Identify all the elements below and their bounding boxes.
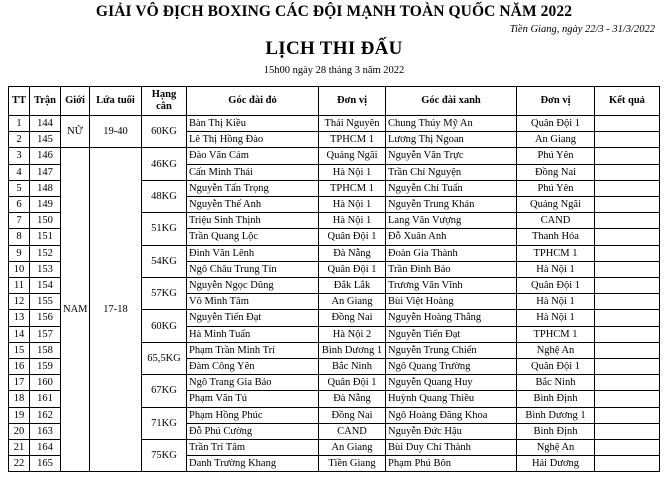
match-number: 147	[30, 164, 61, 180]
result-cell	[595, 310, 660, 326]
tournament-title: GIẢI VÔ ĐỊCH BOXING CÁC ĐỘI MẠNH TOÀN QUỐC NĂM 2022	[95, 3, 573, 20]
schedule-title: LỊCH THI ĐẤU	[265, 38, 403, 59]
red-corner-boxer: Nguyễn Ngọc Dũng	[187, 278, 319, 294]
red-corner-unit: Quảng Ngãi	[319, 148, 386, 164]
match-number: 160	[30, 375, 61, 391]
weight-class-cell: 54KG	[142, 245, 187, 277]
row-tt: 19	[9, 407, 30, 423]
blue-corner-boxer: Huỳnh Quang Thiều	[386, 391, 517, 407]
red-corner-unit: Quân Đội 1	[319, 261, 386, 277]
result-cell	[595, 423, 660, 439]
result-cell	[595, 359, 660, 375]
col-header-result: Kết quả	[595, 87, 660, 116]
blue-corner-unit: Bình Định	[517, 391, 595, 407]
row-tt: 9	[9, 245, 30, 261]
red-corner-boxer: Nguyễn Thế Anh	[187, 197, 319, 213]
blue-corner-boxer: Trần Đình Bảo	[386, 261, 517, 277]
col-header-tt: TT	[9, 87, 30, 116]
red-corner-boxer: Đỗ Phú Cường	[187, 423, 319, 439]
result-cell	[595, 213, 660, 229]
match-number: 148	[30, 180, 61, 196]
weight-class-cell: 60KG	[142, 310, 187, 342]
col-header-red-unit: Đơn vị	[319, 87, 386, 116]
session-datetime: 15h00 ngày 28 tháng 3 năm 2022	[263, 65, 405, 76]
match-number: 163	[30, 423, 61, 439]
result-cell	[595, 116, 660, 132]
blue-corner-unit: An Giang	[517, 132, 595, 148]
weight-class-cell: 71KG	[142, 407, 187, 439]
row-tt: 6	[9, 197, 30, 213]
red-corner-boxer: Nguyễn Tấn Trọng	[187, 180, 319, 196]
row-tt: 11	[9, 278, 30, 294]
blue-corner-unit: Nghệ An	[517, 342, 595, 358]
red-corner-unit: Đà Nẵng	[319, 245, 386, 261]
age-group-cell: 17-18	[90, 148, 142, 472]
table-header-row	[9, 87, 660, 116]
red-corner-unit: CAND	[319, 423, 386, 439]
blue-corner-boxer: Nguyễn Văn Trực	[386, 148, 517, 164]
match-number: 162	[30, 407, 61, 423]
result-cell	[595, 342, 660, 358]
blue-corner-boxer: Bùi Duy Chí Thành	[386, 440, 517, 456]
blue-corner-boxer: Nguyễn Quang Huy	[386, 375, 517, 391]
red-corner-unit: Đồng Nai	[319, 407, 386, 423]
blue-corner-unit: Phú Yên	[517, 180, 595, 196]
col-header-red-corner: Góc đài đỏ	[187, 87, 319, 116]
col-header-age: Lứa tuổi	[90, 87, 142, 116]
blue-corner-unit: TPHCM 1	[517, 245, 595, 261]
red-corner-boxer: Đinh Văn Lênh	[187, 245, 319, 261]
blue-corner-unit: Hải Dương	[517, 456, 595, 472]
blue-corner-boxer: Phạm Phú Bôn	[386, 456, 517, 472]
red-corner-boxer: Phạm Hồng Phúc	[187, 407, 319, 423]
match-number: 157	[30, 326, 61, 342]
row-tt: 2	[9, 132, 30, 148]
red-corner-unit: Đắk Lắk	[319, 278, 386, 294]
red-corner-boxer: Cấn Minh Thái	[187, 164, 319, 180]
match-number: 152	[30, 245, 61, 261]
col-header-blue-corner: Góc đài xanh	[386, 87, 517, 116]
blue-corner-unit: Bình Dương 1	[517, 407, 595, 423]
age-group-cell: 19-40	[90, 116, 142, 148]
result-cell	[595, 148, 660, 164]
red-corner-boxer: Phạm Văn Tú	[187, 391, 319, 407]
gender-cell: NỮ	[61, 116, 90, 148]
result-cell	[595, 229, 660, 245]
weight-class-cell: 65,5KG	[142, 342, 187, 374]
result-cell	[595, 164, 660, 180]
row-tt: 21	[9, 440, 30, 456]
red-corner-boxer: Phạm Trần Minh Trí	[187, 342, 319, 358]
blue-corner-boxer: Ngô Quang Trường	[386, 359, 517, 375]
result-cell	[595, 456, 660, 472]
blue-corner-boxer: Trần Chí Nguyện	[386, 164, 517, 180]
red-corner-unit: Tiền Giang	[319, 456, 386, 472]
blue-corner-boxer: Nguyễn Trung Khán	[386, 197, 517, 213]
blue-corner-boxer: Chung Thúy Mỹ An	[386, 116, 517, 132]
result-cell	[595, 261, 660, 277]
table-row	[9, 116, 660, 132]
result-cell	[595, 294, 660, 310]
match-number: 164	[30, 440, 61, 456]
col-header-blue-unit: Đơn vị	[517, 87, 595, 116]
blue-corner-boxer: Nguyễn Hoàng Thắng	[386, 310, 517, 326]
red-corner-boxer: Lê Thị Hồng Đào	[187, 132, 319, 148]
blue-corner-boxer: Đoàn Gia Thành	[386, 245, 517, 261]
result-cell	[595, 391, 660, 407]
weight-class-cell: 48KG	[142, 180, 187, 212]
blue-corner-boxer: Lang Văn Vượng	[386, 213, 517, 229]
blue-corner-unit: Quảng Ngãi	[517, 197, 595, 213]
red-corner-boxer: Trần Trí Tâm	[187, 440, 319, 456]
red-corner-unit: TPHCM 1	[319, 132, 386, 148]
red-corner-unit: TPHCM 1	[319, 180, 386, 196]
match-number: 165	[30, 456, 61, 472]
match-number: 145	[30, 132, 61, 148]
row-tt: 3	[9, 148, 30, 164]
red-corner-boxer: Trần Quang Lộc	[187, 229, 319, 245]
red-corner-unit: Quân Đội 1	[319, 375, 386, 391]
row-tt: 18	[9, 391, 30, 407]
result-cell	[595, 180, 660, 196]
match-number: 146	[30, 148, 61, 164]
result-cell	[595, 197, 660, 213]
match-number: 156	[30, 310, 61, 326]
col-header-weight: Hạng cân	[142, 87, 187, 116]
row-tt: 1	[9, 116, 30, 132]
blue-corner-unit: Quân Đội 1	[517, 359, 595, 375]
blue-corner-boxer: Ngô Hoàng Đăng Khoa	[386, 407, 517, 423]
blue-corner-boxer: Trương Văn Vĩnh	[386, 278, 517, 294]
col-header-gender: Giới	[61, 87, 90, 116]
weight-class-cell: 46KG	[142, 148, 187, 180]
match-number: 158	[30, 342, 61, 358]
match-number: 153	[30, 261, 61, 277]
red-corner-unit: Hà Nội 2	[319, 326, 386, 342]
location-date: Tiền Giang, ngày 22/3 - 31/3/2022	[509, 24, 655, 35]
gender-cell: NAM	[61, 148, 90, 472]
col-header-match: Trận	[30, 87, 61, 116]
red-corner-unit: Thái Nguyên	[319, 116, 386, 132]
match-number: 144	[30, 116, 61, 132]
red-corner-boxer: Võ Minh Tâm	[187, 294, 319, 310]
blue-corner-unit: Bắc Ninh	[517, 375, 595, 391]
blue-corner-unit: Đồng Nai	[517, 164, 595, 180]
match-number: 150	[30, 213, 61, 229]
blue-corner-unit: TPHCM 1	[517, 326, 595, 342]
weight-class-cell: 60KG	[142, 116, 187, 148]
row-tt: 4	[9, 164, 30, 180]
row-tt: 10	[9, 261, 30, 277]
blue-corner-boxer: Lương Thị Ngoan	[386, 132, 517, 148]
row-tt: 13	[9, 310, 30, 326]
blue-corner-boxer: Nguyễn Trung Chiến	[386, 342, 517, 358]
row-tt: 5	[9, 180, 30, 196]
weight-class-cell: 75KG	[142, 440, 187, 472]
match-number: 159	[30, 359, 61, 375]
result-cell	[595, 407, 660, 423]
result-cell	[595, 245, 660, 261]
row-tt: 16	[9, 359, 30, 375]
red-corner-unit: Hà Nội 1	[319, 213, 386, 229]
blue-corner-unit: Phú Yên	[517, 148, 595, 164]
red-corner-boxer: Nguyễn Tiến Đạt	[187, 310, 319, 326]
row-tt: 17	[9, 375, 30, 391]
match-number: 151	[30, 229, 61, 245]
row-tt: 12	[9, 294, 30, 310]
red-corner-boxer: Ngô Châu Trung Tín	[187, 261, 319, 277]
red-corner-unit: Hà Nội 1	[319, 164, 386, 180]
red-corner-boxer: Bàn Thị Kiều	[187, 116, 319, 132]
weight-class-cell: 57KG	[142, 278, 187, 310]
red-corner-unit: Đà Nẵng	[319, 391, 386, 407]
schedule-body	[9, 116, 660, 472]
blue-corner-unit: Quân Đội 1	[517, 278, 595, 294]
weight-class-cell: 67KG	[142, 375, 187, 407]
red-corner-unit: Bắc Ninh	[319, 359, 386, 375]
blue-corner-unit: Hà Nội 1	[517, 310, 595, 326]
red-corner-unit: Đồng Nai	[319, 310, 386, 326]
blue-corner-unit: Thanh Hóa	[517, 229, 595, 245]
red-corner-boxer: Đào Văn Cảm	[187, 148, 319, 164]
red-corner-unit: Hà Nội 1	[319, 197, 386, 213]
table-row	[9, 148, 660, 164]
row-tt: 15	[9, 342, 30, 358]
result-cell	[595, 326, 660, 342]
red-corner-boxer: Danh Trường Khang	[187, 456, 319, 472]
blue-corner-boxer: Nguyễn Đức Hậu	[386, 423, 517, 439]
result-cell	[595, 440, 660, 456]
result-cell	[595, 375, 660, 391]
match-number: 149	[30, 197, 61, 213]
row-tt: 14	[9, 326, 30, 342]
blue-corner-boxer: Bùi Việt Hoàng	[386, 294, 517, 310]
match-number: 155	[30, 294, 61, 310]
row-tt: 7	[9, 213, 30, 229]
blue-corner-boxer: Nguyễn Chí Tuấn	[386, 180, 517, 196]
blue-corner-unit: Hà Nội 1	[517, 294, 595, 310]
red-corner-unit: Quân Đội 1	[319, 229, 386, 245]
blue-corner-boxer: Đỗ Xuân Anh	[386, 229, 517, 245]
row-tt: 20	[9, 423, 30, 439]
result-cell	[595, 132, 660, 148]
red-corner-unit: An Giang	[319, 440, 386, 456]
blue-corner-unit: Quân Đội 1	[517, 116, 595, 132]
red-corner-boxer: Ngô Trang Gia Bảo	[187, 375, 319, 391]
blue-corner-boxer: Nguyễn Tiến Đạt	[386, 326, 517, 342]
red-corner-unit: Bình Dương 1	[319, 342, 386, 358]
red-corner-unit: An Giang	[319, 294, 386, 310]
schedule-table	[8, 86, 660, 472]
match-number: 161	[30, 391, 61, 407]
blue-corner-unit: Hà Nội 1	[517, 261, 595, 277]
weight-class-cell: 51KG	[142, 213, 187, 245]
blue-corner-unit: CAND	[517, 213, 595, 229]
row-tt: 22	[9, 456, 30, 472]
red-corner-boxer: Triệu Sinh Thịnh	[187, 213, 319, 229]
red-corner-boxer: Đàm Công Yên	[187, 359, 319, 375]
red-corner-boxer: Hà Minh Tuấn	[187, 326, 319, 342]
row-tt: 8	[9, 229, 30, 245]
blue-corner-unit: Nghệ An	[517, 440, 595, 456]
result-cell	[595, 278, 660, 294]
match-number: 154	[30, 278, 61, 294]
blue-corner-unit: Bình Định	[517, 423, 595, 439]
